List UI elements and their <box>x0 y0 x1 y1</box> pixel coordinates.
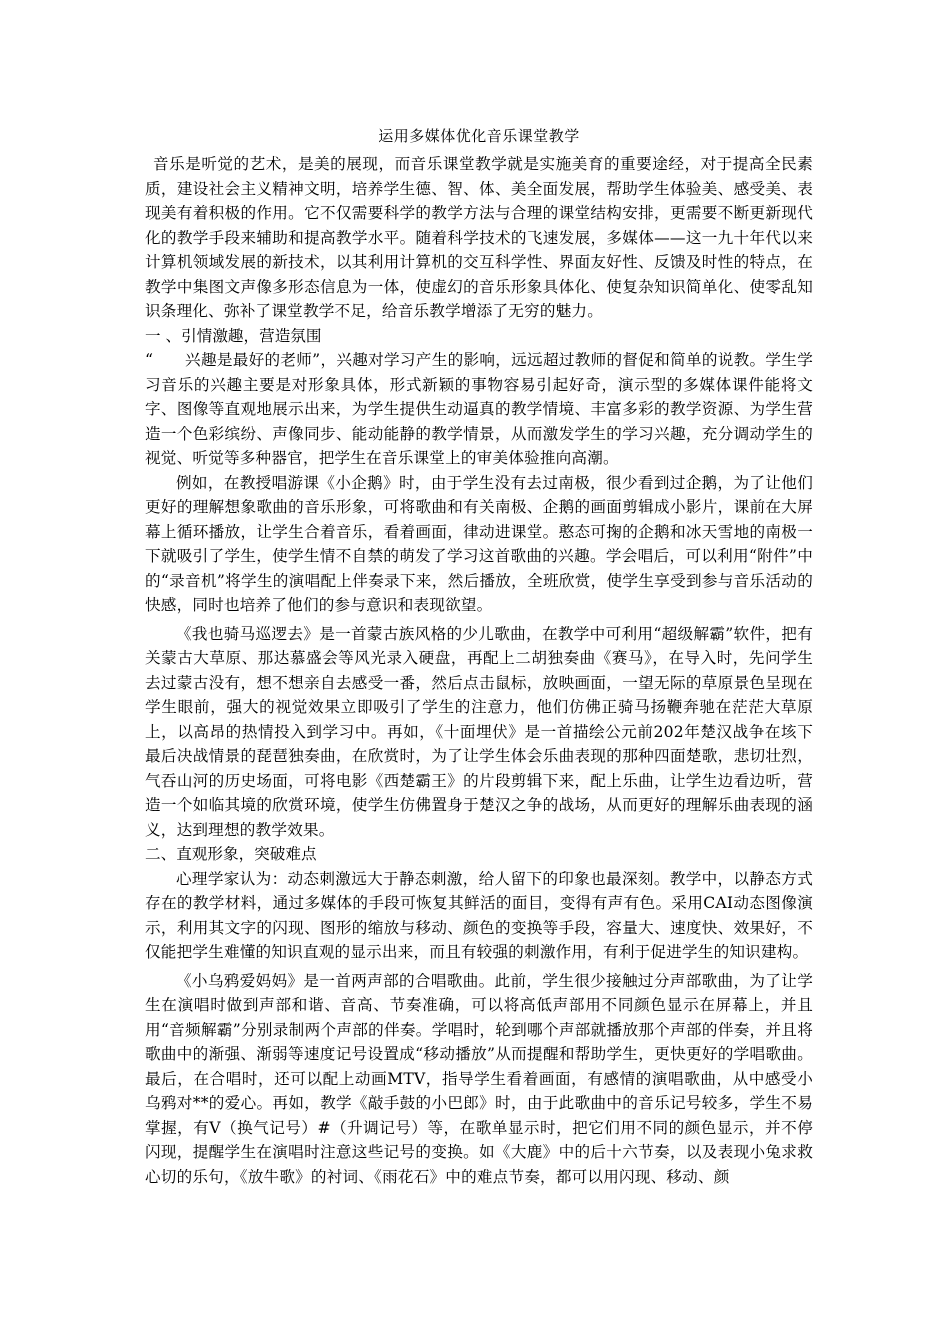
paragraph-s2-p1: 心理学家认为：动态刺激远大于静态刺激，给人留下的印象也最深刻。教学中，以静态方式存在的教学材料，通过多媒体的手段可恢复其鲜活的面目，变得有声有色。采用CAI动态图像演示，利用其文字的闪现、图形的缩放与移动、颜色的变换等手段，容量大、速度快、效果好，不仅能把学生难懂的知识直观的显示出来，而且有较强的刺激作用，有利于促进学生的知识建构。 <box>145 869 813 961</box>
paragraph-s1-p3: 《我也骑马巡逻去》是一首蒙古族风格的少儿歌曲，在教学中可利用“超级解霸”软件，把有关蒙古大草原、那达慕盛会等风光录入硬盘，再配上二胡独奏曲《赛马》，在导入时，先问学生去过蒙古没有，想不想亲自去感受一番，然后点击鼠标，放映画面，一望无际的草原景色呈现在学生眼前，强大的视觉效果立即吸引了学生的注意力，他们仿佛正骑马扬鞭奔驰在茫茫大草原上，以高昂的热情投入到学习中。再如，《十面埋伏》是一首描绘公元前202年楚汉战争在垓下最后决战情景的琵琶独奏曲，在欣赏时，为了让学生体会乐曲表现的那种四面楚歌，悲切壮烈，气吞山河的历史场面，可将电影《西楚霸王》的片段剪辑下来，配上乐曲，让学生边看边听，营造一个如临其境的欣赏环境，使学生仿佛置身于楚汉之争的战场，从而更好的理解乐曲表现的涵义，达到理想的教学效果。 <box>145 624 813 839</box>
paragraph-s1-p1: “ 兴趣是最好的老师”，兴趣对学习产生的影响，远远超过教师的督促和简单的说教。学生学习音乐的兴趣主要是对形象具体，形式新颖的事物容易引起好奇，演示型的多媒体课件能将文字、图像等直观地展示出来，为学生提供生动逼真的教学情境、丰富多彩的教学资源、为学生营造一个色彩缤纷、声像同步、能动能静的教学情景，从而激发学生的学习兴趣，充分调动学生的视觉、听觉等多种器官，把学生在音乐课堂上的审美体验推向高潮。 <box>145 351 813 467</box>
section-heading-2: 二、直观形象，突破难点 <box>145 845 317 863</box>
document-page <box>145 124 813 1189</box>
paragraph-s1-p2: 例如，在教授唱游课《小企鹅》时，由于学生没有去过南极，很少看到过企鹅，为了让他们更好的理解想象歌曲的音乐形象，可将歌曲和有关南极、企鹅的画面剪辑成小影片，课前在大屏幕上循环播放，让学生合着音乐，看着画面，律动进课堂。憨态可掬的企鹅和冰天雪地的南极一下就吸引了学生，使学生情不自禁的萌发了学习这首歌曲的兴趣。学会唱后，可以利用“附件”中的“录音机”将学生的演唱配上伴奏录下来，然后播放，全班欣赏，使学生享受到参与音乐活动的快感，同时也培养了他们的参与意识和表现欲望。 <box>145 473 813 614</box>
intro-paragraph: 音乐是听觉的艺术，是美的展现，而音乐课堂教学就是实施美育的重要途经，对于提高全民素质，建设社会主义精神文明，培养学生德、智、体、美全面发展，帮助学生体验美、感受美、表现美有着积极的作用。它不仅需要科学的教学方法与合理的课堂结构安排，更需要不断更新现代化的教学手段来辅助和提高教学水平。随着科学技术的飞速发展，多媒体——这一九十年代以来计算机领域发展的新技术，以其利用计算机的交互科学性、界面友好性、反馈及时性的特点，在教学中集图文声像多形态信息为一体，使虚幻的音乐形象具体化、使复杂知识简单化、使零乱知识条理化、弥补了课堂教学不足，给音乐教学增添了无穷的魅力。 <box>145 155 813 320</box>
paragraph-s2-p2: 《小乌鸦爱妈妈》是一首两声部的合唱歌曲。此前，学生很少接触过分声部歌曲，为了让学生在演唱时做到声部和谐、音高、节奏准确，可以将高低声部用不同颜色显示在屏幕上，并且用“音频解霸”分别录制两个声部的伴奏。学唱时，轮到哪个声部就播放那个声部的伴奏，并且将歌曲中的渐强、渐弱等速度记号设置成“移动播放”从而提醒和帮助学生，更快更好的学唱歌曲。最后，在合唱时，还可以配上动画MTV，指导学生看着画面，有感情的演唱歌曲，从中感受小乌鸦对**的爱心。再如，教学《敲手鼓的小巴郎》时，由于此歌曲中的音乐记号较多，学生不易掌握，有V（换气记号）#（升调记号）等，在歌单显示时，把它们用不同的颜色显示，并不停闪现，提醒学生在演唱时注意这些记号的变换。如《大鹿》中的后十六节奏，以及表现小兔求救心切的乐句，《放牛歌》的衬词、《雨花石》中的难点节奏，都可以用闪现、移动、颜 <box>145 971 813 1186</box>
section-heading-1: 一 、引情激趣，营造氛围 <box>145 326 322 345</box>
document-title: 运用多媒体优化音乐课堂教学 <box>378 127 580 145</box>
